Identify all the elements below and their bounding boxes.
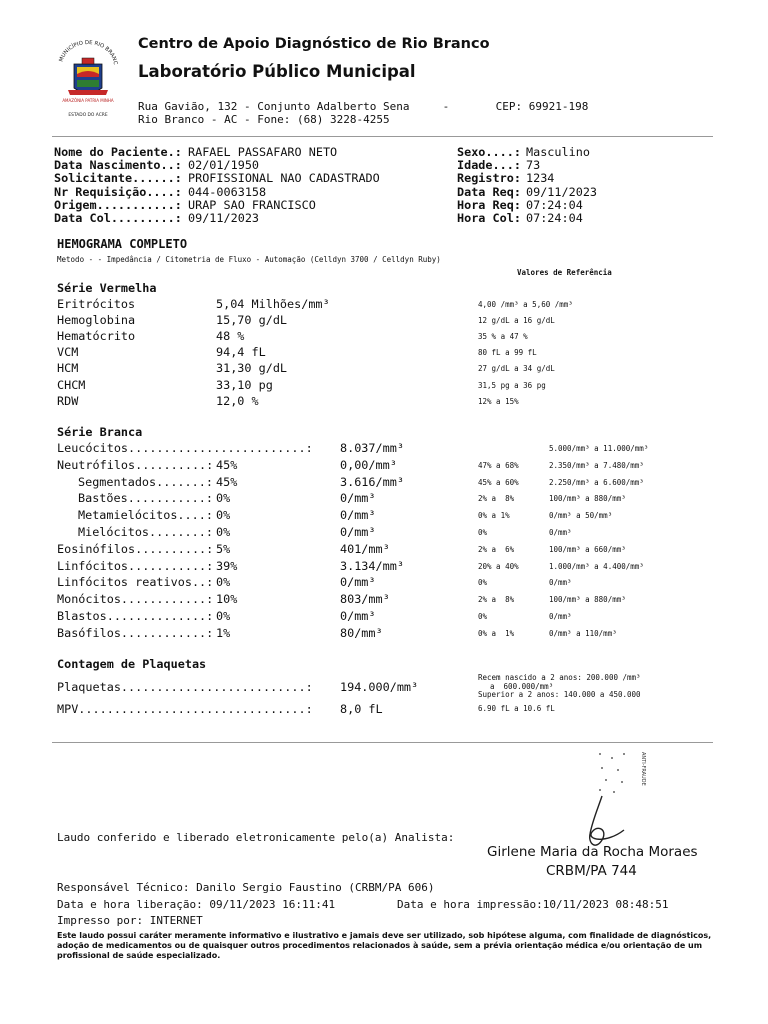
white-series-percent: 0% bbox=[216, 508, 231, 523]
white-series-ref-absolute: 0/mm³ bbox=[549, 528, 572, 537]
red-series-reference: 12% a 15% bbox=[478, 396, 519, 406]
platelet-reference: a 600.000/mm³ bbox=[490, 681, 554, 691]
platelet-reference: Superior a 2 anos: 140.000 a 450.000 bbox=[478, 690, 641, 699]
red-series-test-name: Eritrócitos bbox=[57, 297, 136, 311]
white-series-ref-absolute: 0/mm³ bbox=[549, 578, 572, 588]
white-series-test-name: Segmentados.......: bbox=[78, 474, 213, 489]
white-series-test-name: Blastos..............: bbox=[57, 609, 214, 623]
red-series-test-name: CHCM bbox=[57, 377, 86, 392]
white-series-absolute: 803/mm³ bbox=[340, 592, 390, 607]
red-series-test-name: HCM bbox=[57, 361, 79, 376]
patient-field-label: Data Nascimento..: bbox=[54, 158, 182, 173]
patient-field-label: Data Col.........: bbox=[54, 211, 182, 225]
release-statement: Laudo conferido e liberado eletronicamente pelo(a) Analista: bbox=[57, 831, 455, 844]
platelet-reference: Recem nascido a 2 anos: 200.000 /mm³ bbox=[478, 673, 641, 682]
red-series-title: Série Vermelha bbox=[57, 281, 157, 295]
white-series-ref-percent: 20% a 40% bbox=[478, 561, 519, 571]
address-line-2: Rio Branco - AC - Fone: (68) 3228-4255 bbox=[138, 113, 390, 126]
white-series-ref-percent: 2% a 8% bbox=[478, 595, 515, 605]
reference-values-header: Valores de Referência bbox=[517, 268, 612, 277]
patient-field-label: Origem...........: bbox=[54, 197, 182, 212]
red-series-result: 94,4 fL bbox=[216, 345, 266, 360]
address-line-1: Rua Gavião, 132 - Conjunto Adalberto Sena - CEP: 69921-198 bbox=[138, 100, 589, 113]
results-divider bbox=[52, 742, 713, 743]
patient-field-value: 09/11/2023 bbox=[188, 211, 260, 225]
patient-field-label: Nome do Paciente.: bbox=[54, 145, 182, 159]
white-series-percent: 45% bbox=[216, 457, 238, 472]
white-series-ref-percent: 45% a 60% bbox=[478, 477, 519, 487]
white-series-absolute: 0/mm³ bbox=[340, 508, 376, 523]
red-series-reference: 35 % a 47 % bbox=[478, 332, 528, 342]
white-series-absolute: 0/mm³ bbox=[340, 525, 376, 539]
patient-field-value: 07:24:04 bbox=[526, 197, 583, 212]
white-series-ref-absolute: 0/mm³ a 110/mm³ bbox=[549, 628, 617, 638]
white-series-absolute: 0,00/mm³ bbox=[340, 457, 397, 472]
disclaimer: Este laudo possui caráter meramente informativo e ilustrativo e jamais deve ser utilizado, sob hipótese alguma, com finalidade de diagnósticos, adoção de medicamentos ou de quaisquer outros procedimentos relacionados à saúde, sem a prévia orientação médica e/ou orientação de um profissional de saúde especializado. bbox=[57, 931, 712, 960]
patient-field-value: 1234 bbox=[526, 171, 555, 186]
red-series-reference: 31,5 pg a 36 pg bbox=[478, 380, 546, 390]
white-series-ref-absolute: 2.350/mm³ a 7.480/mm³ bbox=[549, 460, 644, 470]
red-series-result: 12,0 % bbox=[216, 393, 259, 408]
header-divider bbox=[52, 136, 713, 137]
platelet-test-name: Plaquetas..........................: bbox=[57, 680, 313, 694]
svg-text:ESTADO DO ACRE: ESTADO DO ACRE bbox=[68, 113, 108, 118]
white-series-test-name: Linfócitos reativos..: bbox=[57, 575, 214, 590]
red-series-reference: 27 g/dL a 34 g/dL bbox=[478, 364, 555, 374]
platelet-reference: 6.90 fL a 10.6 fL bbox=[478, 704, 555, 713]
patient-field-label: Hora Col: bbox=[457, 211, 521, 225]
svg-text:ANTI-FRAUDE: ANTI-FRAUDE bbox=[640, 752, 646, 786]
white-series-test-name: Basófilos............: bbox=[57, 625, 214, 640]
white-series-ref-percent: 2% a 8% bbox=[478, 494, 515, 504]
patient-field-value: 02/01/1950 bbox=[188, 158, 260, 173]
white-series-test-name: Bastões...........: bbox=[78, 491, 213, 506]
white-series-ref-absolute: 100/mm³ a 660/mm³ bbox=[549, 544, 626, 554]
patient-field-label: Nr Requisição....: bbox=[54, 184, 182, 199]
patient-field-value: 09/11/2023 bbox=[526, 184, 598, 199]
white-series-absolute: 80/mm³ bbox=[340, 625, 383, 640]
patient-field-label: Sexo....: bbox=[457, 145, 521, 159]
analyst-name: Girlene Maria da Rocha Moraes bbox=[487, 844, 698, 860]
patient-field-value: 07:24:04 bbox=[526, 211, 583, 225]
red-series-reference: 4,00 /mm³ a 5,60 /mm³ bbox=[478, 300, 573, 309]
patient-field-value: RAFAEL PASSAFARO NETO bbox=[188, 145, 338, 159]
white-series-ref-percent: 0% bbox=[478, 528, 488, 537]
white-series-ref-absolute: 100/mm³ a 880/mm³ bbox=[549, 494, 626, 504]
white-series-absolute: 8.037/mm³ bbox=[340, 441, 404, 455]
patient-field-label: Idade...: bbox=[457, 158, 521, 173]
white-series-absolute: 0/mm³ bbox=[340, 575, 376, 590]
white-series-ref-absolute: 0/mm³ bbox=[549, 612, 572, 621]
patient-field-value: PROFISSIONAL NAO CADASTRADO bbox=[188, 171, 380, 186]
white-series-percent: 0% bbox=[216, 575, 231, 590]
technical-responsible: Responsável Técnico: Danilo Sergio Faustino (CRBM/PA 606) bbox=[57, 881, 435, 894]
red-series-test-name: VCM bbox=[57, 345, 79, 360]
platelet-result: 194.000/mm³ bbox=[340, 680, 419, 694]
white-series-absolute: 401/mm³ bbox=[340, 541, 390, 556]
white-series-ref-absolute: 1.000/mm³ a 4.400/mm³ bbox=[549, 561, 644, 571]
analyst-registration: CRBM/PA 744 bbox=[546, 863, 637, 879]
printed-by: Impresso por: INTERNET bbox=[57, 914, 203, 927]
white-series-percent: 0% bbox=[216, 491, 231, 506]
white-series-ref-absolute: 100/mm³ a 880/mm³ bbox=[549, 595, 626, 605]
municipal-logo bbox=[52, 40, 124, 120]
white-series-percent: 39% bbox=[216, 558, 238, 573]
white-series-test-name: Metamielócitos....: bbox=[78, 508, 213, 523]
white-series-title: Série Branca bbox=[57, 425, 143, 439]
red-series-test-name: Hemoglobina bbox=[57, 313, 136, 328]
patient-field-value: URAP SAO FRANCISCO bbox=[188, 197, 316, 212]
white-series-test-name: Linfócitos...........: bbox=[57, 558, 214, 573]
red-series-result: 33,10 pg bbox=[216, 377, 273, 392]
white-series-absolute: 3.134/mm³ bbox=[340, 558, 404, 573]
exam-title: HEMOGRAMA COMPLETO bbox=[57, 237, 188, 251]
exam-method: Metodo - - Impedância / Citometria de Fluxo - Automação (Celldyn 3700 / Celldyn Ruby) bbox=[57, 255, 441, 264]
white-series-percent: 45% bbox=[216, 474, 238, 489]
white-series-test-name: Leucócitos.........................: bbox=[57, 441, 313, 455]
white-series-percent: 1% bbox=[216, 625, 231, 640]
patient-field-value: 044-0063158 bbox=[188, 184, 267, 199]
white-series-ref-percent: 0% a 1% bbox=[478, 628, 515, 638]
white-series-ref-percent: 0% a 1% bbox=[478, 511, 510, 521]
white-series-test-name: Mielócitos........: bbox=[78, 525, 213, 539]
white-series-absolute: 0/mm³ bbox=[340, 491, 376, 506]
white-series-ref-percent: 0% bbox=[478, 612, 488, 621]
white-series-percent: 0% bbox=[216, 609, 231, 623]
white-series-ref-percent: 47% a 68% bbox=[478, 460, 519, 470]
lab-center-title: Centro de Apoio Diagnóstico de Rio Branco bbox=[138, 36, 490, 52]
white-series-absolute: 3.616/mm³ bbox=[340, 474, 404, 489]
white-series-test-name: Monócitos............: bbox=[57, 592, 214, 607]
anti-fraud-seal bbox=[592, 748, 652, 796]
platelet-result: 8,0 fL bbox=[340, 702, 383, 716]
red-series-result: 15,70 g/dL bbox=[216, 313, 288, 328]
red-series-result: 31,30 g/dL bbox=[216, 361, 288, 376]
patient-field-value: 73 bbox=[526, 158, 541, 173]
white-series-ref-absolute: 2.250/mm³ a 6.600/mm³ bbox=[549, 477, 644, 487]
white-series-test-name: Eosinófilos..........: bbox=[57, 541, 214, 556]
white-series-percent: 10% bbox=[216, 592, 238, 607]
patient-field-label: Registro: bbox=[457, 171, 521, 186]
white-series-test-name: Neutrófilos..........: bbox=[57, 457, 214, 472]
white-series-absolute: 0/mm³ bbox=[340, 609, 376, 623]
white-series-ref-absolute: 5.000/mm³ a 11.000/mm³ bbox=[549, 444, 649, 453]
platelets-title: Contagem de Plaquetas bbox=[57, 657, 207, 671]
red-series-result: 48 % bbox=[216, 329, 245, 344]
svg-text:MUNICÍPIO DE RIO BRANCO: MUNICÍPIO DE RIO BRANC bbox=[58, 40, 119, 66]
patient-field-label: Hora Req: bbox=[457, 197, 521, 212]
patient-field-value: Masculino bbox=[526, 145, 590, 159]
white-series-ref-percent: 2% a 6% bbox=[478, 544, 515, 554]
red-series-test-name: RDW bbox=[57, 393, 79, 408]
white-series-ref-absolute: 0/mm³ a 50/mm³ bbox=[549, 511, 613, 521]
print-datetime: Data e hora impressão:10/11/2023 08:48:51 bbox=[397, 898, 669, 911]
lab-title: Laboratório Público Municipal bbox=[138, 62, 416, 81]
patient-field-label: Solicitante......: bbox=[54, 171, 182, 186]
release-datetime: Data e hora liberação: 09/11/2023 16:11:41 bbox=[57, 898, 336, 911]
red-series-test-name: Hematócrito bbox=[57, 329, 136, 344]
white-series-percent: 0% bbox=[216, 525, 231, 539]
white-series-percent: 5% bbox=[216, 541, 231, 556]
patient-field-label: Data Req: bbox=[457, 184, 521, 199]
red-series-reference: 12 g/dL a 16 g/dL bbox=[478, 316, 555, 326]
red-series-reference: 80 fL a 99 fL bbox=[478, 348, 537, 358]
red-series-result: 5,04 Milhões/mm³ bbox=[216, 297, 330, 311]
platelet-test-name: MPV................................: bbox=[57, 702, 313, 716]
white-series-ref-percent: 0% bbox=[478, 578, 488, 588]
svg-text:AMAZÔNIA PATRIA MINHA: AMAZÔNIA PATRIA MINHA bbox=[62, 98, 114, 103]
